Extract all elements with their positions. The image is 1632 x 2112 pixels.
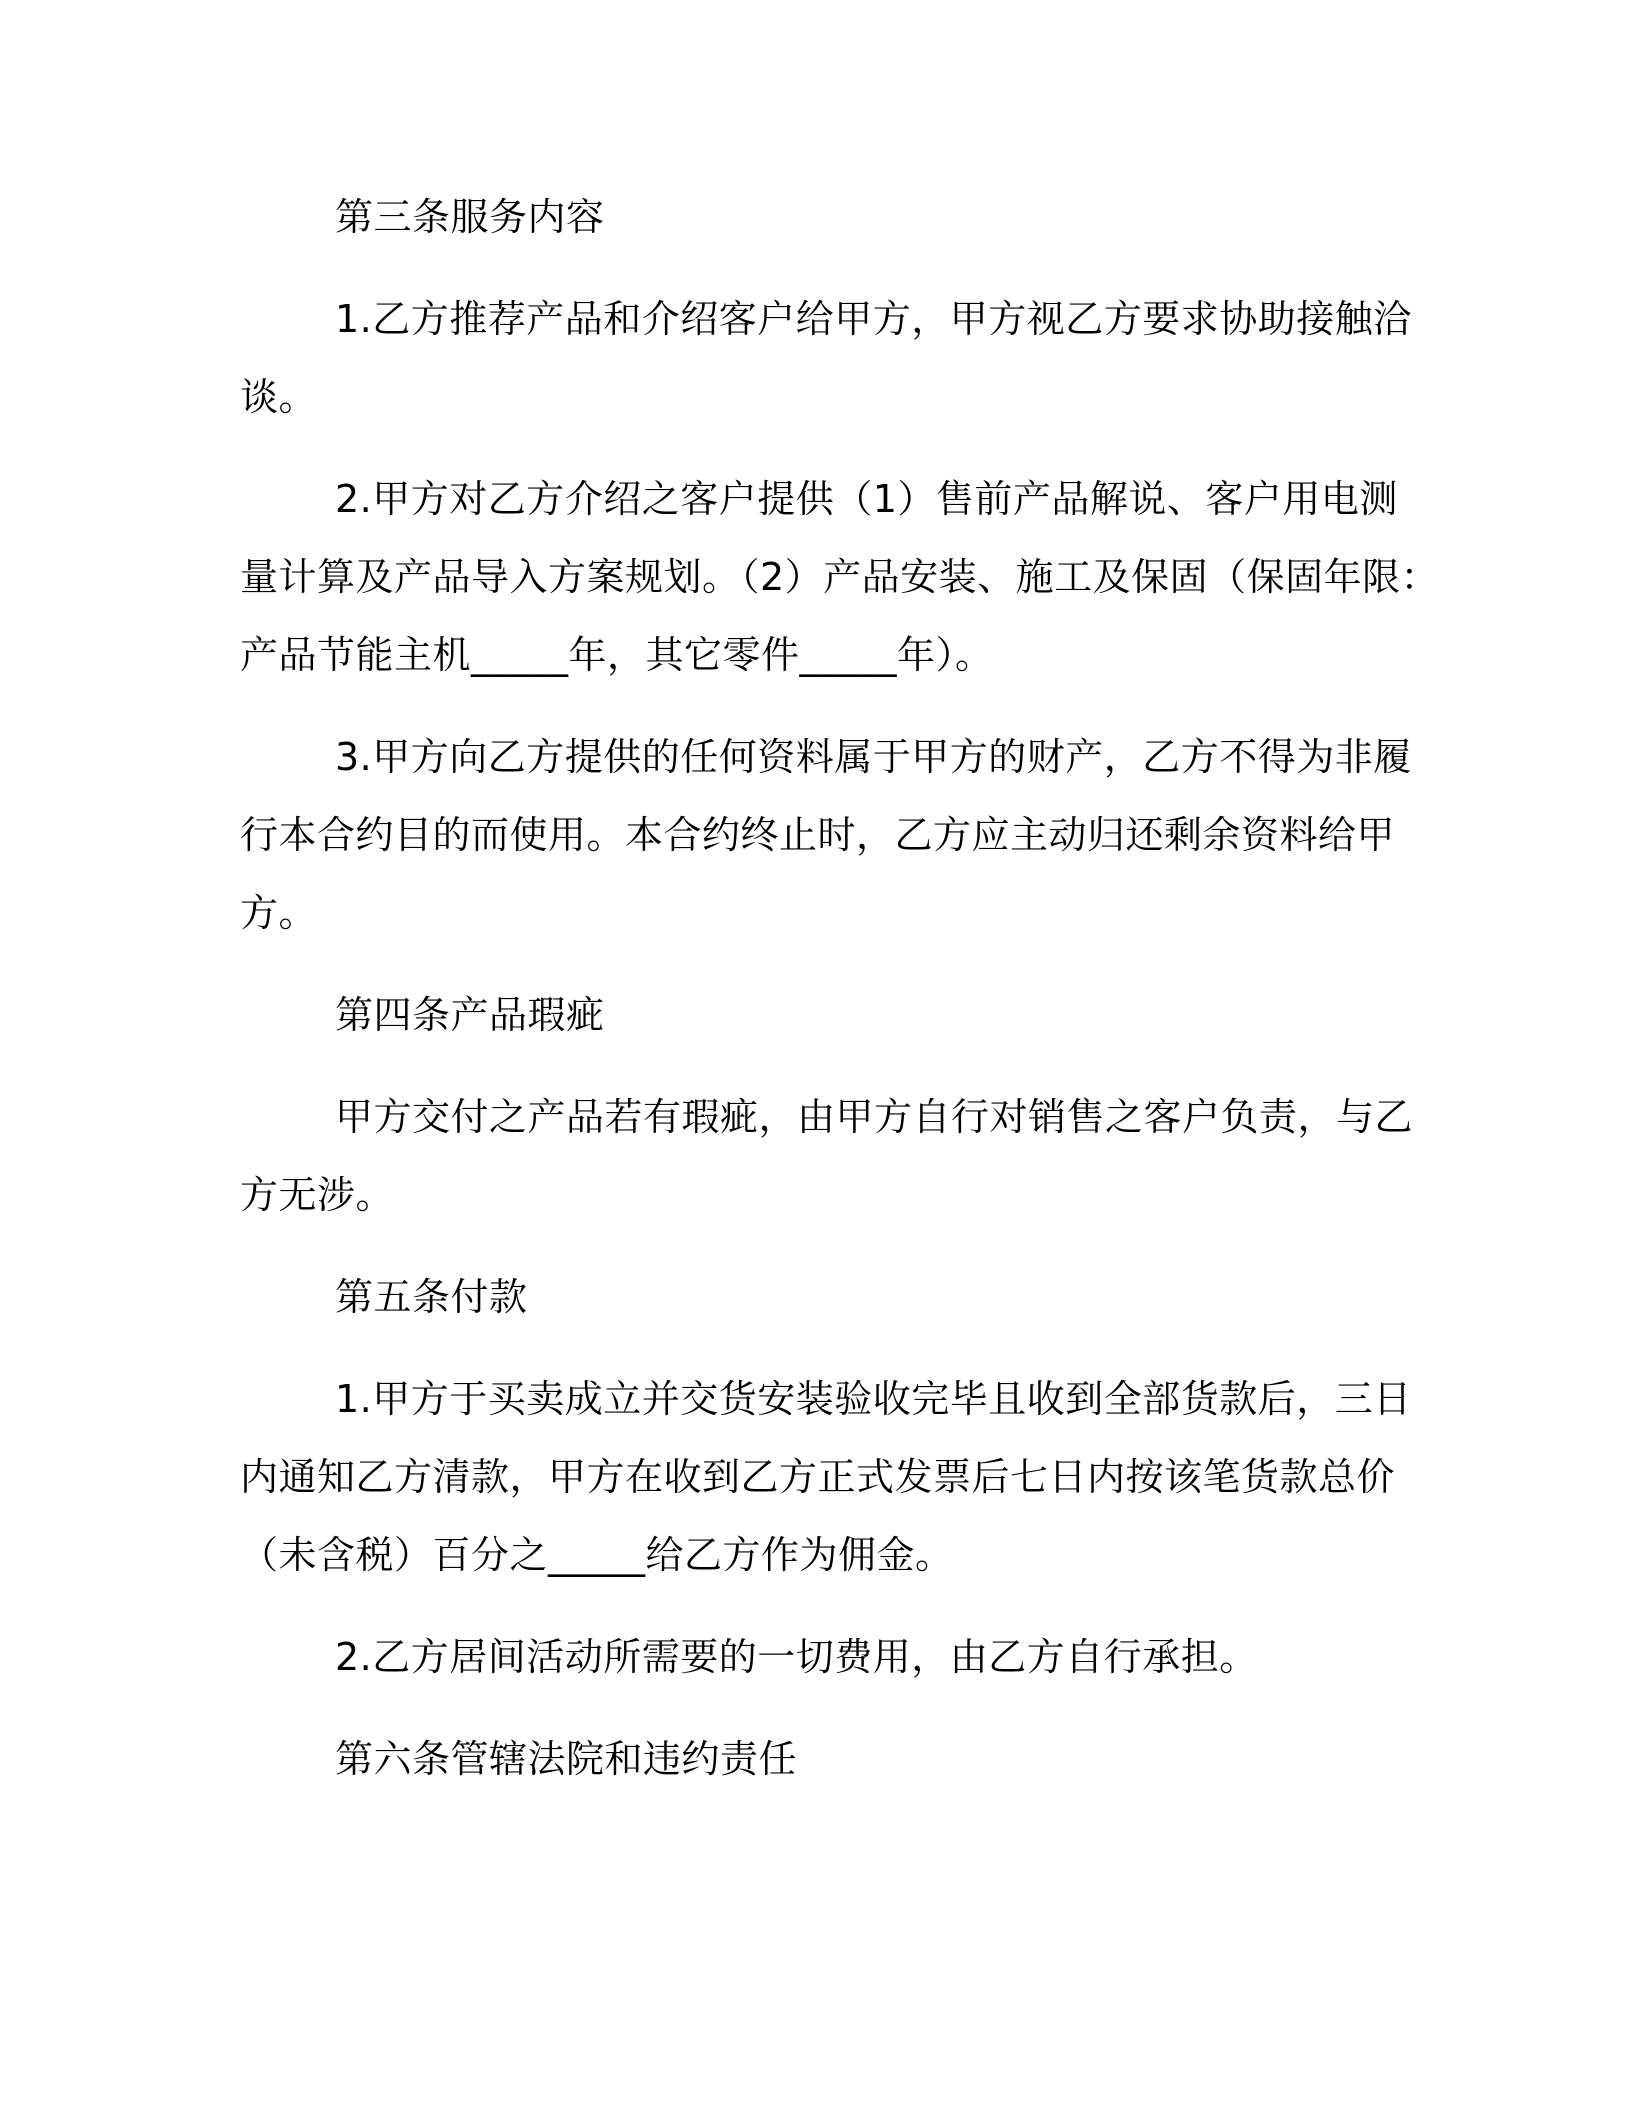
article-3-item-2-line-2: 量计算及产品导入方案规划。（2）产品安装、施工及保固（保固年限： xyxy=(240,555,1440,599)
article-5-item-1-line-2: 内通知乙方清款，甲方在收到乙方正式发票后七日内按该笔货款总价 xyxy=(240,1455,1396,1499)
article-3-item-2-line-1: 2.甲方对乙方介绍之客户提供（1）售前产品解说、客户用电测 xyxy=(335,477,1398,521)
article-5-item-1-line-3: （未含税）百分之_____给乙方作为佣金。 xyxy=(240,1533,954,1577)
article-4-body-line-1: 甲方交付之产品若有瑕疵，由甲方自行对销售之客户负责，与乙 xyxy=(335,1095,1414,1139)
article-3-item-3-line-1: 3.甲方向乙方提供的任何资料属于甲方的财产，乙方不得为非履 xyxy=(335,735,1412,779)
article-3-item-1-line-1: 1.乙方推荐产品和介绍客户给甲方，甲方视乙方要求协助接触洽 xyxy=(335,297,1412,341)
article-6-heading: 第六条管辖法院和违约责任 xyxy=(335,1737,798,1781)
article-3-item-1-line-2: 谈。 xyxy=(240,375,318,419)
article-3-item-2-line-3: 产品节能主机_____年，其它零件_____年）。 xyxy=(240,633,994,677)
article-3-item-3-line-3: 方。 xyxy=(240,891,318,935)
article-5-item-1-line-1: 1.甲方于买卖成立并交货安装验收完毕且收到全部货款后，三日 xyxy=(335,1377,1412,1421)
article-5-item-2-line-1: 2.乙方居间活动所需要的一切费用，由乙方自行承担。 xyxy=(335,1635,1258,1679)
article-3-heading: 第三条服务内容 xyxy=(335,195,605,239)
article-4-heading: 第四条产品瑕疵 xyxy=(335,993,605,1037)
article-4-body-line-2: 方无涉。 xyxy=(240,1173,395,1217)
article-3-item-3-line-2: 行本合约目的而使用。本合约终止时，乙方应主动归还剩余资料给甲 xyxy=(240,813,1396,857)
article-5-heading: 第五条付款 xyxy=(335,1275,528,1319)
